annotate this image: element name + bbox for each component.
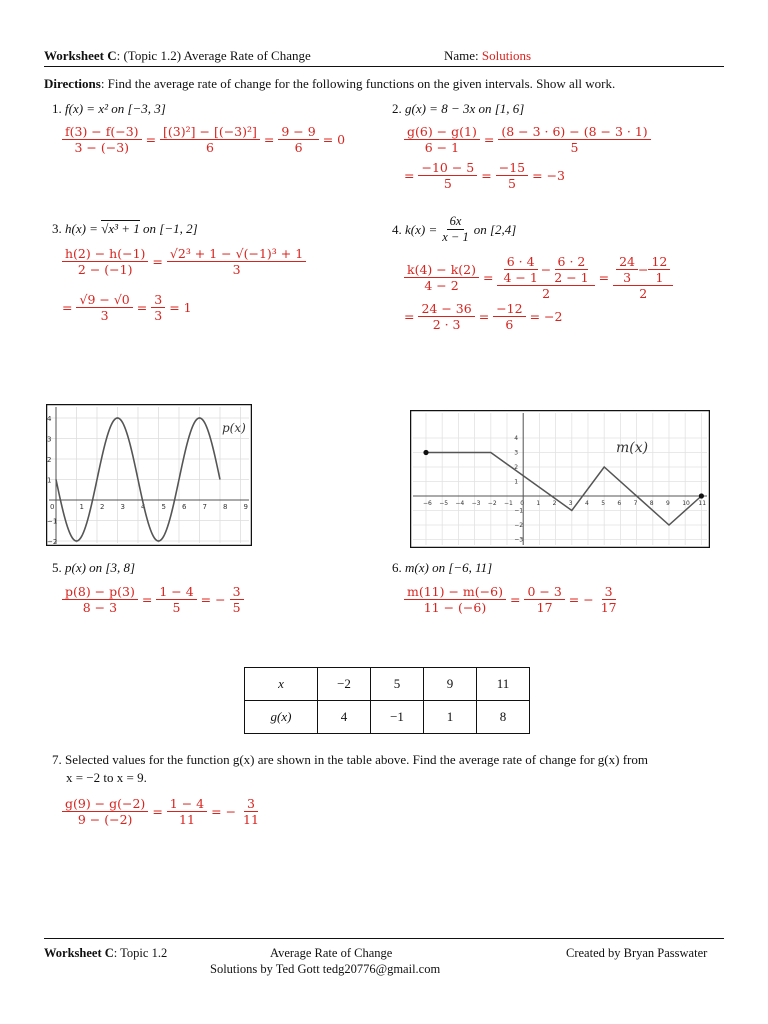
problem-3-statement: 3. h(x) = √x³ + 1 on [−1, 2] — [52, 221, 198, 236]
y-tick-label: −2 — [47, 538, 58, 546]
y-tick-label: −1 — [514, 507, 524, 515]
problem-3-solution-line-2: = $\frac{√9 - √0}{3}$ = $\frac{3}{3}$ = 1 — [62, 292, 192, 323]
x-tick-label: −5 — [439, 500, 449, 507]
graph-m-label: m(x) — [616, 440, 649, 456]
x-tick-label: 4 — [141, 503, 146, 511]
x-tick-label: 3 — [120, 503, 125, 511]
values-table — [244, 667, 530, 734]
table-header-gx: g(x) — [245, 701, 318, 734]
x-tick-label: 0 — [50, 503, 55, 511]
worksheet-title: Worksheet C: (Topic 1.2) Average Rate of Change — [44, 48, 311, 63]
x-tick-label: 5 — [601, 500, 606, 507]
graph-m — [410, 410, 710, 548]
x-tick-label: 9 — [243, 503, 248, 511]
problem-6-solution: $\frac{m(11) - m(-6)}{11 - (-6)}$ = $\frac{0 - 3}{17}$ = − $\frac{3}{17}$ — [402, 584, 622, 615]
x-tick-label: 1 — [536, 500, 541, 507]
name-field: Name: Solutions — [444, 48, 532, 63]
x-tick-label: −4 — [455, 500, 465, 507]
x-tick-label: 0 — [520, 500, 525, 507]
x-tick-label: 2 — [100, 503, 105, 511]
y-tick-label: 3 — [514, 449, 519, 457]
table-cell: −1 — [371, 701, 424, 734]
problem-3-solution-line-1: $\frac{h(2) - h(-1)}{2 - (-1)}$ = $\frac{\text{√2³ + 1 − √(−1)³ + 1}}{3}$ — [60, 246, 308, 277]
x-tick-label: 10 — [682, 500, 690, 507]
x-tick-label: −2 — [487, 500, 497, 507]
table-cell: 5 — [371, 668, 424, 701]
x-tick-label: 1 — [79, 503, 84, 511]
table-cell: 11 — [477, 668, 530, 701]
x-tick-label: 9 — [666, 500, 670, 507]
x-tick-label: −1 — [504, 500, 513, 507]
x-tick-label: 6 — [617, 500, 622, 507]
footer-worksheet: Worksheet C: Topic 1.2 — [44, 946, 168, 960]
y-tick-label: 2 — [47, 456, 52, 464]
x-tick-label: −6 — [423, 500, 432, 507]
y-tick-label: 4 — [47, 415, 52, 423]
problem-4-statement: 4. k(x) = $\frac{6x}{x - 1}$ on [2,4] — [392, 214, 517, 244]
x-tick-label: 8 — [649, 500, 654, 507]
problem-4-solution-line-2: = $\frac{24 - 36}{2 \cdot 3}$ = $\frac{-12}{6}$ = −2 — [404, 301, 563, 332]
y-tick-label: −3 — [514, 536, 524, 544]
problem-7-statement: 7. Selected values for the function g(x) are shown in the table above. Find the average rate of change for g(x) from x = −2 to x = 9. — [52, 752, 648, 785]
graph-m-frame — [411, 411, 710, 548]
x-tick-label: 6 — [182, 503, 187, 511]
problem-7-solution: $\frac{g(9) - g(-2)}{9 - (-2)}$ = $\frac{1 - 4}{11}$ = − $\frac{3}{11}$ — [60, 796, 264, 827]
x-tick-label: 7 — [633, 500, 638, 507]
y-tick-label: 2 — [514, 464, 519, 471]
table-cell: 8 — [477, 701, 530, 734]
footer-rule — [44, 938, 724, 939]
problem-2-statement: 2. g(x) = 8 − 3x on [1, 6] — [392, 101, 525, 116]
x-tick-label: 5 — [161, 503, 166, 511]
x-tick-label: 2 — [552, 500, 557, 507]
problem-4-solution-line-1: $\frac{k(4) - k(2)}{4 - 2}$ = $\frac{6 \cdot 4}{4 - 1}$ − $\frac{6 \cdot 2}{2 - 1}$ 2 = $\frac{24}{3}$ − $\frac{12}{1}$ 2 — [402, 254, 675, 301]
problem-6-statement: 6. m(x) on [−6, 11] — [392, 560, 493, 575]
problem-2-solution-line-2: = $\frac{-10 - 5}{5}$ = $\frac{-15}{5}$ = −3 — [404, 160, 565, 191]
table-cell: 1 — [424, 701, 477, 734]
footer-title: Average Rate of Change — [270, 946, 393, 960]
x-tick-label: −3 — [471, 500, 481, 507]
y-tick-label: 1 — [47, 476, 52, 485]
table-cell: 4 — [318, 701, 371, 734]
x-tick-label: 3 — [568, 500, 573, 507]
directions: Directions: Find the average rate of change for the following functions on the given intervals. Show all work. — [44, 76, 616, 91]
graph-p — [46, 404, 252, 546]
table-cell: 9 — [424, 668, 477, 701]
table-cell: −2 — [318, 668, 371, 701]
problem-5-solution: $\frac{p(8) - p(3)}{8 - 3}$ = $\frac{1 - 4}{5}$ = − $\frac{3}{5}$ — [60, 584, 246, 615]
problem-1-statement: 1. f(x) = x² on [−3, 3] — [52, 101, 166, 116]
m-end-point — [699, 493, 704, 498]
x-tick-label: 7 — [202, 503, 207, 511]
x-tick-label: 4 — [585, 500, 589, 507]
graph-p-label: p(x) — [222, 421, 246, 435]
table-row — [245, 668, 530, 701]
problem-2-solution-line-1: $\frac{g(6) - g(1)}{6 - 1}$ = $\frac{(8 - 3 \cdot 6) - (8 - 3 \cdot 1)}{5}$ — [402, 124, 653, 155]
problem-5-statement: 5. p(x) on [3, 8] — [52, 560, 136, 575]
y-tick-label: 4 — [514, 435, 519, 442]
header-rule — [44, 66, 724, 67]
x-tick-label: 8 — [223, 503, 228, 511]
problem-1-solution: $\frac{f(3) - f(-3)}{3 - (-3)}$ = $\frac{\text{[(3)²] − [(−3)²]}}{6}$ = $\frac{9 - 9}{6}$ = 0 — [60, 124, 347, 155]
m-start-point — [423, 450, 428, 455]
y-tick-label: −1 — [47, 517, 58, 526]
table-row — [245, 701, 530, 734]
y-tick-label: −2 — [514, 522, 524, 529]
y-tick-label: 3 — [47, 435, 52, 444]
y-tick-label: 1 — [514, 478, 519, 486]
x-tick-label: 11 — [698, 500, 707, 507]
footer-solutions: Solutions by Ted Gott tedg20776@gmail.com — [210, 962, 441, 976]
table-header-x: x — [245, 668, 318, 701]
footer-credit: Created by Bryan Passwater — [566, 946, 708, 960]
